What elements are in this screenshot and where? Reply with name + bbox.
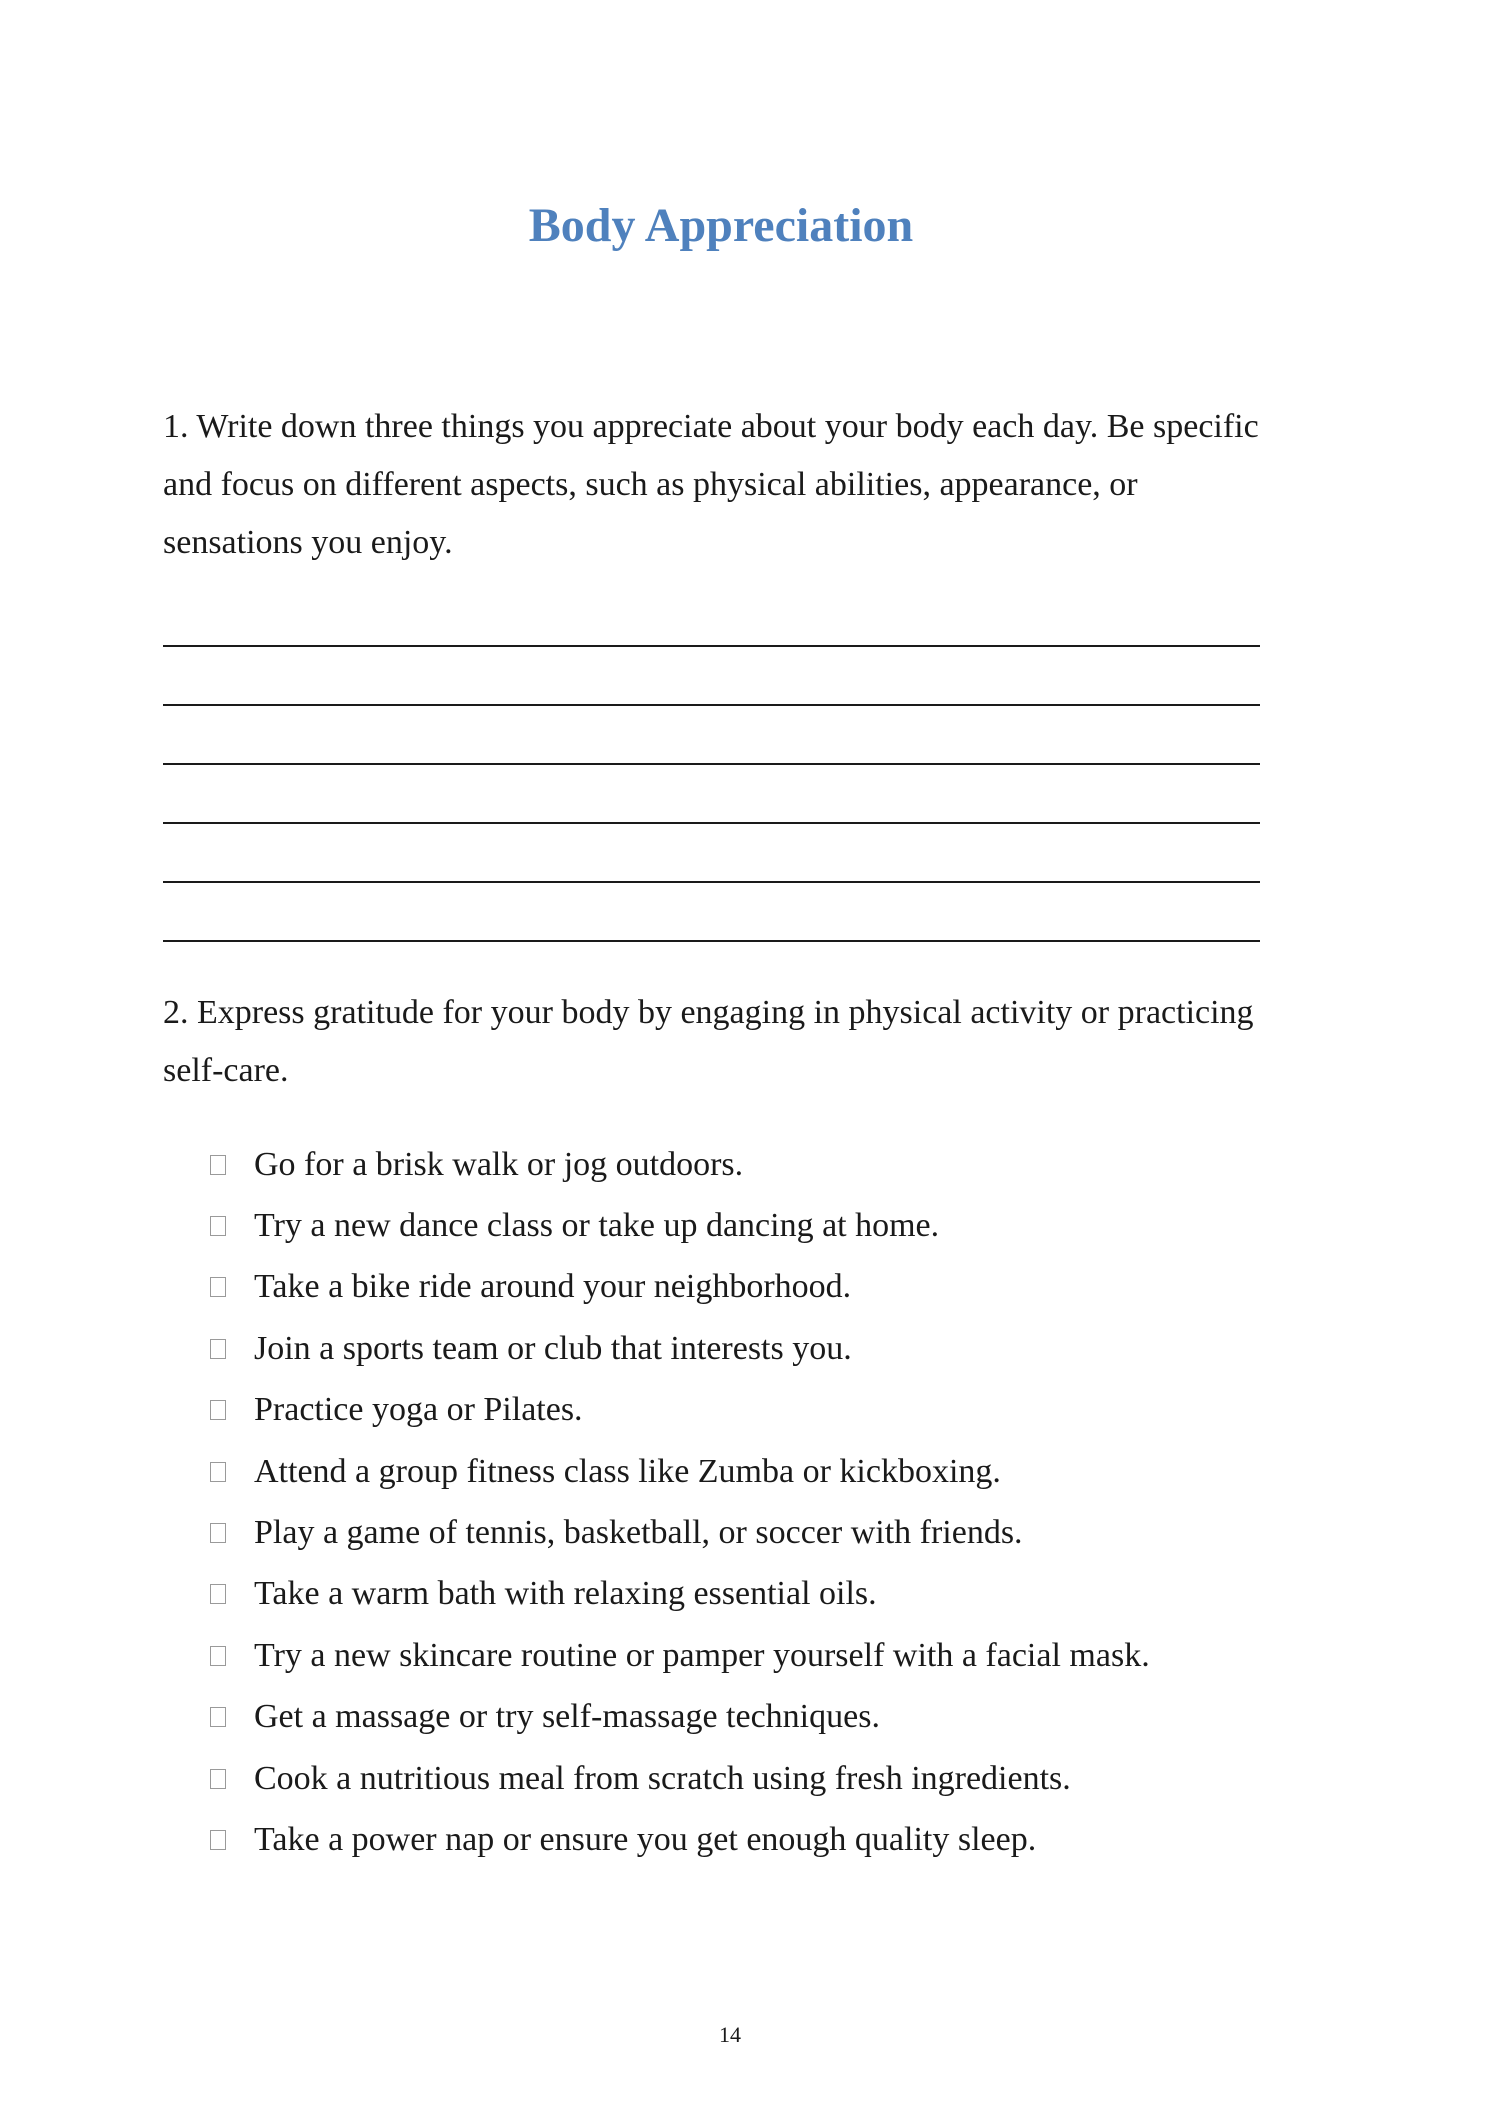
checklist-item bbox=[210, 1441, 1150, 1502]
page-title: Body Appreciation bbox=[528, 199, 914, 252]
answer-line[interactable] bbox=[163, 647, 1260, 706]
checklist-item-label: Join a sports team or club that interests you. bbox=[254, 1329, 852, 1367]
checklist-item bbox=[210, 1134, 1150, 1195]
checklist-item bbox=[210, 1257, 1150, 1318]
page-number: 14 bbox=[719, 2022, 741, 2047]
checklist-item-label: Cook a nutritious meal from scratch using fresh ingredients. bbox=[254, 1759, 1071, 1797]
checkbox[interactable] bbox=[210, 1646, 226, 1666]
activity-checklist bbox=[210, 1134, 1150, 1871]
checkbox[interactable] bbox=[210, 1707, 226, 1727]
checklist-item-label: Attend a group fitness class like Zumba or kickboxing. bbox=[254, 1452, 1001, 1490]
checkbox[interactable] bbox=[210, 1830, 226, 1850]
checklist-item-label: Go for a brisk walk or jog outdoors. bbox=[254, 1145, 744, 1183]
checklist-item bbox=[210, 1687, 1150, 1748]
checkbox[interactable] bbox=[210, 1769, 226, 1789]
checklist-item bbox=[210, 1195, 1150, 1256]
checkbox[interactable] bbox=[210, 1216, 226, 1236]
checkbox[interactable] bbox=[210, 1339, 226, 1359]
checklist-item bbox=[210, 1502, 1150, 1563]
checklist-item bbox=[210, 1748, 1150, 1809]
checkbox[interactable] bbox=[210, 1523, 226, 1543]
checklist-item-label: Take a bike ride around your neighborhood. bbox=[254, 1268, 852, 1306]
checklist-item-label: Take a warm bath with relaxing essential oils. bbox=[254, 1575, 877, 1613]
answer-line[interactable] bbox=[163, 883, 1260, 942]
answer-line[interactable] bbox=[163, 706, 1260, 765]
checklist-item bbox=[210, 1380, 1150, 1441]
checklist-item bbox=[210, 1625, 1150, 1686]
checkbox[interactable] bbox=[210, 1584, 226, 1604]
answer-lines bbox=[163, 645, 1260, 942]
checklist-item-label: Get a massage or try self-massage techniques. bbox=[254, 1698, 880, 1736]
answer-line[interactable] bbox=[163, 765, 1260, 824]
checklist-item bbox=[210, 1809, 1150, 1870]
checkbox[interactable] bbox=[210, 1462, 226, 1482]
question-1-prompt: 1. Write down three things you appreciate about your body each day. Be specific and focus on different aspects, such as physical abilities, appearance, or sensations you enjoy. bbox=[163, 408, 1259, 561]
checklist-item-label: Try a new dance class or take up dancing at home. bbox=[254, 1207, 940, 1245]
checklist-item-label: Practice yoga or Pilates. bbox=[254, 1391, 583, 1429]
checkbox[interactable] bbox=[210, 1277, 226, 1297]
checkbox[interactable] bbox=[210, 1400, 226, 1420]
question-2-prompt: 2. Express gratitude for your body by engaging in physical activity or practicing self-care. bbox=[163, 994, 1254, 1089]
checklist-item bbox=[210, 1318, 1150, 1379]
checklist-item-label: Take a power nap or ensure you get enough quality sleep. bbox=[254, 1820, 1037, 1858]
checkbox[interactable] bbox=[210, 1155, 226, 1175]
answer-line[interactable] bbox=[163, 824, 1260, 883]
checklist-item bbox=[210, 1564, 1150, 1625]
checklist-item-label: Try a new skincare routine or pamper yourself with a facial mask. bbox=[254, 1636, 1150, 1674]
checklist-item-label: Play a game of tennis, basketball, or soccer with friends. bbox=[254, 1514, 1023, 1552]
